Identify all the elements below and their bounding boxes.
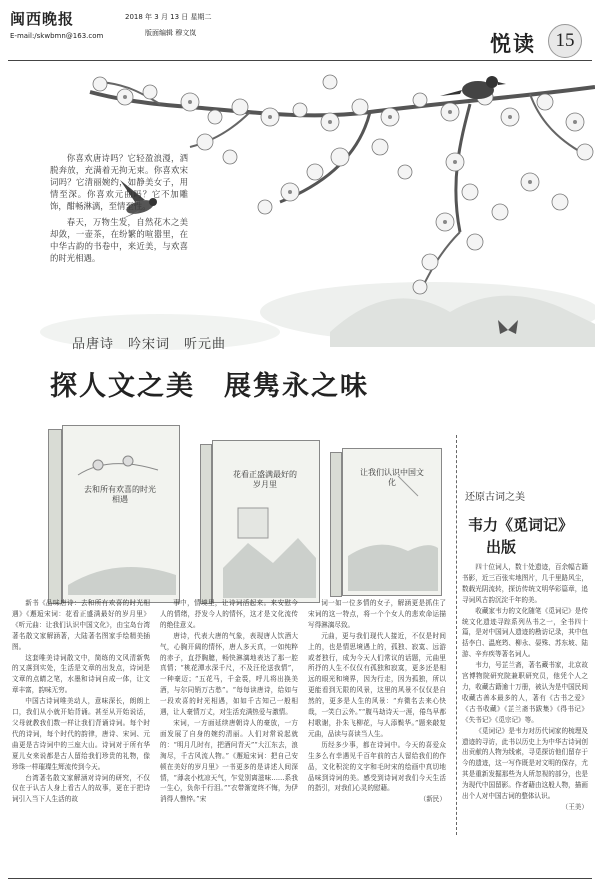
masthead: 闽西晚报	[10, 10, 75, 28]
page-editor: 版面编辑 穆文岚	[145, 29, 197, 37]
article-signature: （新民）	[419, 795, 446, 804]
book-1-title: 去和所有欢喜的时光相遇	[84, 485, 156, 504]
article-para: 台湾著名散文家解涵对诗词的研究，不仅仅在于认古人身上看古人的故事，更在于把诗词引入当下人生活的故	[12, 773, 150, 804]
article-para: 词一如一位多情的女子，解涵更是抓住了宋词的这一特点，将一个个女人的悲欢命运描写得淋漓尽致。	[308, 599, 446, 629]
article-column-3	[308, 598, 446, 805]
sidebar-kicker: 还原古词之美	[465, 492, 525, 503]
section-title: 悦读	[490, 31, 536, 56]
header-rule	[8, 60, 592, 61]
article-para: 元曲，更与我们现代人接近，不仅是时间上的，也是情思境遇上的，孤独、寂寞、远游或者独行，成为今天人们常议的话题，元曲里所抒的人生不仅仅有孤独和寂寞，更多还是相远的眼光和境界，因为行走，因为孤独，所以更能看到无限的风景，这里的风景不仅仅是自然的，更多是人生的风景：“弃微名去来心快哉，一笑白云外。”“腹马劫诗天一涯，倦鸟早都村歌谢，扑朱飞柳花，与人添鬓华。”题来敲复元曲，品读与喜读当人生。	[308, 631, 446, 738]
book-2-title: 花看正盛满最好的岁月里	[233, 470, 297, 489]
sidebar-para: 《觅词记》是韦力对历代词家的梳理及遗迹的寻访，此书以历史上为中华古诗词创出贡献的人物为线索，寻觅探访他们留存于今的遗迹，这一写作既是对文明的保存，尤其是重新发掘那些为人所忽视的部分，也是为现代中国留影。作者藉由这般人物，描画出个人对中国古词的整体认识。	[462, 726, 588, 801]
page-number: 15	[548, 24, 582, 58]
article-para: 新书《品味唐诗：去和所有欢喜的时光相遇》《邂逅宋词：花看正盛满最好的岁月里》《听元曲：让我们认识中国文化》，由宝岛台湾著名散文家解涵著，大陆著名图家手绘精美插图。	[12, 599, 150, 651]
sidebar-divider	[456, 435, 457, 835]
tagline: 品唐诗 吟宋词 听元曲	[72, 337, 227, 352]
book-3-title: 让我们认识中国文化	[360, 468, 424, 487]
intro-poem-para-1: 你喜欢唐诗吗？它轻盈浪漫，洒脱奔放，充满着无拘无束。你喜欢宋词吗？它清丽婉约，如静美女子，用情至深。你喜欢元曲吗？它不加雕饰，酣畅淋漓，至情至性。	[50, 153, 188, 211]
article-para: 历经多少事，都在诗词中。今天的喜爱众生多么有幸遇见千百年前的古人留给我们的作品，文化积淀的文字和毛时宋的绘画中真切地品味到诗词的美。感受到诗词对我们今天生活的指引，对我们心灵的慰藉。	[308, 740, 446, 793]
article-column-2	[160, 598, 298, 805]
email-address: E-mail:/skwbmn@163.com	[10, 32, 104, 40]
article-para: 这套唯美诗词散文中，简练的文风清新隽的又落到实处，生活是文章的出发点，诗词是文章的点睛之笔，水墨和诗词自成一体，让文章丰富，韵味无穷。	[12, 653, 150, 695]
sidebar-signature: （王美）	[561, 802, 588, 811]
article-column-1	[12, 598, 150, 805]
headline: 探人文之美 展隽永之味	[50, 371, 369, 402]
article-para: 唐诗，代表大唐的气象，表现唐人饮酒大气，心胸开阔的情怀，唐人多天真，一如纯粹的赤子，直抒胸臆，畅快淋漓地表达了那一腔真情；“桃花潭水深千尺，不及汪伦送我情”，一种豪迈；“五花马，千金裘，呼儿将出换美酒，与尔同销万古愁”。“每每读唐诗，给如与一段欢喜的时光相遇，如如千古知己一般相遇，让人豪情万丈，对生活充满热爱与激情。	[160, 631, 298, 717]
article-para: 事中，情境里，让诗词活起来。来安慰今人的情绪，抒发今人的情怀，这才是文化流传的绝佳意义。	[160, 599, 298, 629]
article-para: 宋词，一方面延续唐朝诗人的豪放，一方面发展了自身的婉约清丽。人们对常说起就的：“明月几时有，把酒问青天”“大江东去，浪淘尽，千古风流人物。”《邂逅宋词：把自己安顿在美好的岁月里》一书更多的是讲述人间深情，“薄衾小枕凉天气，乍觉别离滋味……系我一生心，负你千行泪。”“衣带渐宽终不悔，为伊消得人憔悴。”宋	[160, 718, 298, 804]
sidebar-para: 四十位词人，数十处遗迹，百余幅古籍书影，近三百张实地图片，几千里路风尘，数载光阴流转，探访传统文明华彩篇章，追寻词风古韵沉淀千年的美。	[462, 563, 588, 604]
sidebar-para: 韦力，号芷兰斋，著名藏书家，北京故宫博物院研究院兼职研究员，他凭个人之力，收藏古籍逾十万册，被认为是中国民间收藏古善本最多的人，著有《古书之爱》《古书收藏》《芷兰斋书跋集》《得书记》《失书记》《觅宗记》等。	[462, 661, 588, 724]
sidebar-body	[462, 562, 588, 813]
footer-rule	[8, 878, 592, 879]
article-para: 中国古诗词唯美动人，意味深长，朗朗上口，我们从小就开始背诵。甚至从开始说话，父母就教我们数一样让我们背诵诗词。每个时代的诗词，每个时代的韵律，唐诗、宋词、元曲更是古诗词中的三座大山。诗词对于所有华夏儿女来说都是古人留给我们珍贵的礼物，像珍珠一样璀璨生辉流传到今天。	[12, 697, 150, 771]
sidebar-headline-line2: 出版	[486, 538, 517, 556]
sidebar-headline-line1: 韦力《觅词记》	[468, 516, 574, 534]
intro-poem-para-2: 春天，万物生发，自然花木之美却敛，一壶茶，在纷繁的喧嚣里，在中华古韵的书卷中，来近美，与欢喜的时光相遇。	[50, 217, 188, 263]
perched-bird-icon	[440, 76, 506, 99]
issue-date: 2018 年 3 月 13 日 星期二	[125, 13, 212, 21]
sidebar-para: 收藏家韦力的文化随笔《觅词记》是传统文化遗迹寻踪系列丛书之一，全书四十篇，是对中国词人遗迹的勘访记录，其中包括李白、温庭筠、柳永、晏殊、苏东坡、陆游、辛弃疾等著名词人。	[462, 606, 588, 659]
intro-poem	[50, 152, 188, 268]
